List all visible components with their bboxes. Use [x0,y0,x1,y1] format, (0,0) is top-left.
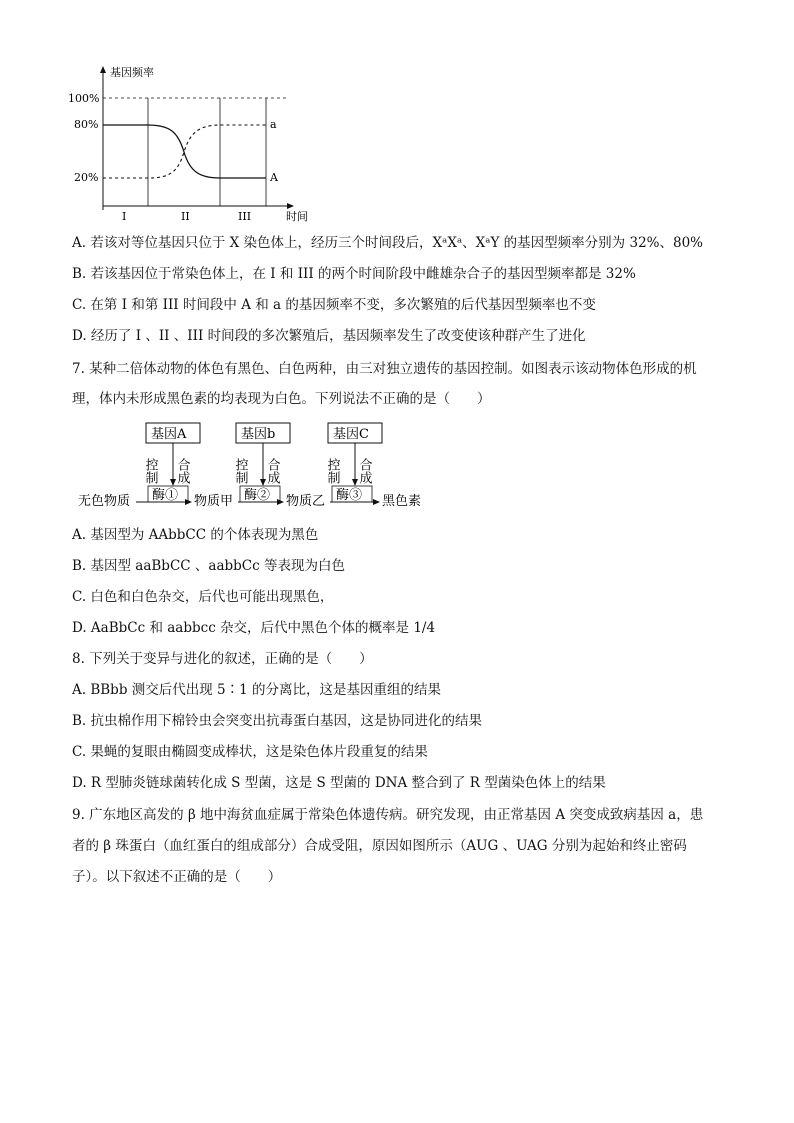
substance-label: 物质甲 [194,494,234,509]
q9-stem-line3: 子）。以下叙述不正确的是（ ） [72,869,282,885]
substance-label: 无色物质 [78,494,131,509]
q9-stem-line1: 9. 广东地区高发的 β 地中海贫血症属于常染色体遗传病。研究发现，由正常基因 A 突变成致病基因 a，患 [72,807,704,823]
q8-option-d: D. R 型肺炎链球菌转化成 S 型菌，这是 S 型菌的 DNA 整合到了 R 型菌染色体上的结果 [72,775,606,791]
q9-stem-line2: 者的 β 珠蛋白（血红蛋白的组成部分）合成受阻，原因如图所示（AUG 、UAG 分别为起始和终止密码 [72,838,687,854]
q7-option-d: D. AaBbCc 和 aabbcc 杂交，后代中黑色个体的概率是 1/4 [72,620,436,636]
synth-label: 合成 [264,458,280,484]
y-axis-arrow [100,66,106,73]
period-label: II [181,210,190,223]
series-A-line [103,125,266,178]
series-label-a: a [270,118,277,131]
x-axis-label: 时间 [286,210,308,223]
control-label: 控制 [232,458,248,484]
period-label: I [122,210,127,223]
synth-label: 合成 [356,458,372,484]
q8-stem: 8. 下列关于变异与进化的叙述，正确的是（ ） [72,651,373,667]
control-label: 控制 [142,458,158,484]
reaction-arrow-head [185,499,192,505]
enzyme-label: 酶② [244,488,271,503]
q7-option-b: B. 基因型 aaBbCC 、aabbCc 等表现为白色 [72,558,345,574]
q6-option-b: B. 若该基因位于常染色体上，在 I 和 III 的两个时间阶段中雌雄杂合子的基因型频率都是 32% [72,266,636,282]
series-label-A: A [270,171,278,184]
q6-option-d: D. 经历了 I 、II 、III 时间段的多次繁殖后，基因频率发生了改变使该种群产生了进化 [72,328,586,344]
synth-label: 合成 [174,458,190,484]
q7-stem-line2: 理，体内未形成黑色素的均表现为白色。下列说法不正确的是（ ） [72,391,491,407]
substance-label: 黑色素 [382,494,422,509]
y-axis-label: 基因频率 [110,66,154,79]
q7-stem-line1: 7. 某种二倍体动物的体色有黑色、白色两种，由三对独立遗传的基因控制。如图表示该动物体色形成的机 [72,361,697,377]
gene-label: 基因C [333,427,369,442]
q8-option-b: B. 抗虫棉作用下棉铃虫会突变出抗毒蛋白基因，这是协同进化的结果 [72,713,483,729]
reaction-arrow-head [277,499,284,505]
q8-option-c: C. 果蝇的复眼由椭圆变成棒状，这是染色体片段重复的结果 [72,744,428,760]
q8-option-a: A. BBbb 测交后代出现 5∶1 的分离比，这是基因重组的结果 [72,682,442,698]
pigment-pathway-diagram [78,420,438,515]
q7-option-a: A. 基因型为 AAbbCC 的个体表现为黑色 [72,527,319,543]
enzyme-label: 酶① [152,488,179,503]
y-tick-label: 100% [68,92,100,105]
control-label: 控制 [324,458,340,484]
x-axis-arrow [287,203,294,209]
period-label: III [238,210,252,223]
q6-option-a: A. 若该对等位基因只位于 X 染色体上，经历三个时间段后，XᵃXᵃ、XᵃY 的基因型频率分别为 32%、80% [72,235,703,251]
q6-option-c: C. 在第 I 和第 III 时间段中 A 和 a 的基因频率不变，多次繁殖的后代基因型频率也不变 [72,297,596,313]
y-tick-label: 80% [74,118,99,131]
reaction-arrow-head [373,499,380,505]
gene-label: 基因A [151,427,187,442]
gene-label: 基因b [241,427,276,442]
y-tick-label: 20% [74,171,99,184]
substance-label: 物质乙 [286,494,326,509]
enzyme-label: 酶③ [336,488,363,503]
q7-option-c: C. 白色和白色杂交，后代也可能出现黑色， [72,589,334,605]
gene-frequency-graph [60,62,310,227]
